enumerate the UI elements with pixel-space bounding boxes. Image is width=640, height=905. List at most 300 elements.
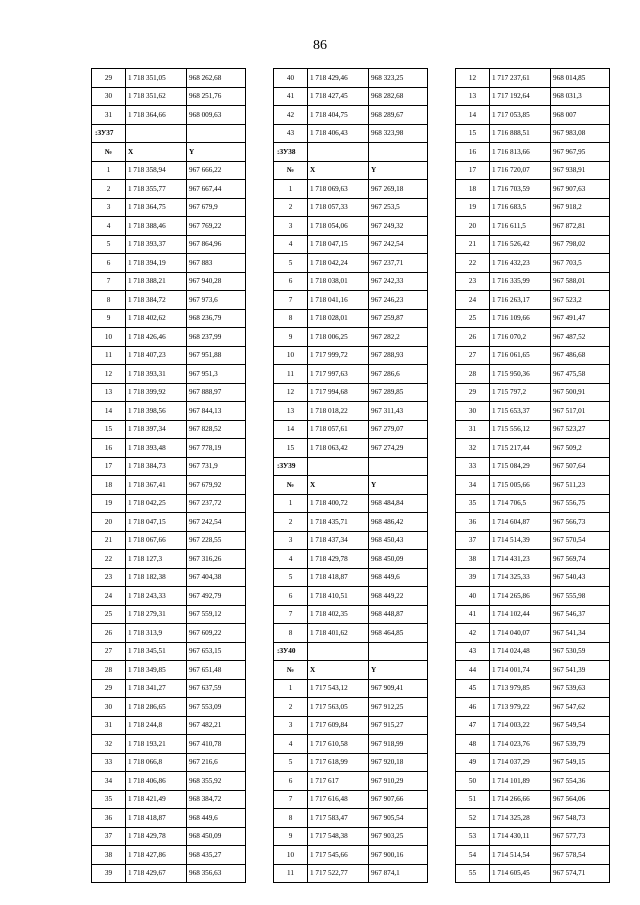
table-row	[274, 494, 428, 513]
y-coordinate-cell: 967 920,18	[369, 753, 428, 772]
header-y: Y	[369, 161, 428, 180]
y-coordinate-cell: 968 323,25	[369, 69, 428, 88]
point-number-cell: 2	[274, 198, 308, 217]
y-coordinate-cell: 967 679,92	[187, 476, 246, 495]
y-coordinate-cell: 967 279,07	[369, 420, 428, 439]
header-row	[274, 476, 428, 495]
y-coordinate-cell: 968 282,68	[369, 87, 428, 106]
x-coordinate-cell: 1 714 514,39	[490, 531, 551, 550]
table-row	[456, 513, 610, 532]
point-number-cell: 42	[456, 624, 490, 643]
point-number-cell: 43	[456, 642, 490, 661]
y-coordinate-cell: 967 918,2	[551, 198, 610, 217]
x-coordinate-cell: 1 714 001,74	[490, 661, 551, 680]
x-coordinate-cell: 1 718 367,41	[126, 476, 187, 495]
x-coordinate-cell: 1 718 042,24	[308, 254, 369, 273]
x-coordinate-cell: 1 717 563,05	[308, 698, 369, 717]
point-number-cell: 34	[92, 772, 126, 791]
x-coordinate-cell: 1 718 402,62	[126, 309, 187, 328]
x-coordinate-cell: 1 718 345,51	[126, 642, 187, 661]
table-row	[92, 217, 246, 236]
y-coordinate-cell: 967 540,43	[551, 568, 610, 587]
point-number-cell: 45	[456, 679, 490, 698]
x-coordinate-cell: 1 714 430,11	[490, 827, 551, 846]
section-row	[274, 457, 428, 476]
point-number-cell: 3	[274, 531, 308, 550]
table-row	[92, 864, 246, 883]
point-number-cell: 51	[456, 790, 490, 809]
x-coordinate-cell: 1 718 364,75	[126, 198, 187, 217]
y-coordinate-cell: 967 983,08	[551, 124, 610, 143]
x-coordinate-cell: 1 718 182,38	[126, 568, 187, 587]
point-number-cell: 11	[92, 346, 126, 365]
x-coordinate-cell: 1 713 979,85	[490, 679, 551, 698]
x-coordinate-cell: 1 717 610,58	[308, 735, 369, 754]
x-coordinate-cell: 1 716 611,5	[490, 217, 551, 236]
y-coordinate-cell: 967 769,22	[187, 217, 246, 236]
table-row	[92, 550, 246, 569]
point-number-cell: 17	[456, 161, 490, 180]
point-number-cell: 18	[456, 180, 490, 199]
x-coordinate-cell: 1 718 047,15	[308, 235, 369, 254]
table-row	[456, 716, 610, 735]
table-row	[456, 550, 610, 569]
x-coordinate-cell: 1 718 349,85	[126, 661, 187, 680]
y-coordinate-cell: 967 912,25	[369, 698, 428, 717]
table-row	[456, 624, 610, 643]
y-coordinate-cell: 967 242,54	[187, 513, 246, 532]
x-coordinate-cell: 1 714 706,5	[490, 494, 551, 513]
y-coordinate-cell: 967 967,95	[551, 143, 610, 162]
point-number-cell: 23	[456, 272, 490, 291]
x-coordinate-cell: 1 718 279,31	[126, 605, 187, 624]
point-number-cell: 12	[456, 69, 490, 88]
y-coordinate-cell: 967 844,13	[187, 402, 246, 421]
table-row	[92, 235, 246, 254]
y-coordinate-cell: 967 539,63	[551, 679, 610, 698]
y-coordinate-cell: 967 559,12	[187, 605, 246, 624]
y-coordinate-cell: 967 651,48	[187, 661, 246, 680]
x-coordinate-cell: 1 718 401,62	[308, 624, 369, 643]
x-coordinate-cell: 1 715 217,44	[490, 439, 551, 458]
header-number: №	[274, 476, 308, 495]
y-coordinate-cell: 968 007	[551, 106, 610, 125]
table-row	[456, 106, 610, 125]
x-coordinate-cell: 1 718 364,66	[126, 106, 187, 125]
y-coordinate-cell: 968 323,98	[369, 124, 428, 143]
y-coordinate-cell: 967 798,02	[551, 235, 610, 254]
x-coordinate-cell: 1 717 997,63	[308, 365, 369, 384]
y-coordinate-cell: 967 486,68	[551, 346, 610, 365]
table-row	[456, 328, 610, 347]
point-number-cell: 5	[274, 753, 308, 772]
table-row	[274, 383, 428, 402]
point-number-cell: 19	[92, 494, 126, 513]
point-number-cell: 8	[274, 624, 308, 643]
x-coordinate-cell: 1 718 393,48	[126, 439, 187, 458]
y-coordinate-cell: 967 566,73	[551, 513, 610, 532]
header-x: X	[308, 476, 369, 495]
coordinates-table-left	[91, 68, 246, 883]
x-coordinate-cell: 1 717 618,99	[308, 753, 369, 772]
x-coordinate-cell: 1 718 243,33	[126, 587, 187, 606]
point-number-cell: 28	[92, 661, 126, 680]
y-coordinate-cell: 968 449,6	[187, 809, 246, 828]
point-number-cell: 29	[92, 679, 126, 698]
table-row	[274, 69, 428, 88]
table-row	[92, 346, 246, 365]
x-coordinate-cell: 1 718 351,05	[126, 69, 187, 88]
table-row	[92, 661, 246, 680]
y-coordinate-cell: 967 938,91	[551, 161, 610, 180]
x-coordinate-cell: 1 714 037,29	[490, 753, 551, 772]
table-row	[274, 753, 428, 772]
table-row	[92, 827, 246, 846]
point-number-cell: 11	[274, 864, 308, 883]
x-coordinate-cell: 1 716 526,42	[490, 235, 551, 254]
point-number-cell: 4	[274, 735, 308, 754]
point-number-cell: 4	[274, 235, 308, 254]
table-row	[274, 254, 428, 273]
x-coordinate-cell: 1 718 418,87	[126, 809, 187, 828]
table-row	[274, 180, 428, 199]
x-coordinate-cell: 1 714 325,28	[490, 809, 551, 828]
y-coordinate-cell: 968 356,63	[187, 864, 246, 883]
header-number: №	[274, 661, 308, 680]
y-coordinate-cell: 967 237,72	[187, 494, 246, 513]
x-coordinate-cell: 1 718 384,73	[126, 457, 187, 476]
x-coordinate-cell: 1 716 263,17	[490, 291, 551, 310]
table-row	[92, 679, 246, 698]
y-coordinate-cell: 967 541,39	[551, 661, 610, 680]
x-coordinate-cell: 1 718 006,25	[308, 328, 369, 347]
x-coordinate-cell: 1 714 325,33	[490, 568, 551, 587]
point-number-cell: 11	[274, 365, 308, 384]
y-coordinate-cell: 967 549,15	[551, 753, 610, 772]
x-coordinate-cell: 1 714 265,86	[490, 587, 551, 606]
point-number-cell: 40	[456, 587, 490, 606]
table-row	[456, 846, 610, 865]
point-number-cell: 1	[274, 180, 308, 199]
table-row	[456, 254, 610, 273]
x-coordinate-cell: 1 714 040,07	[490, 624, 551, 643]
y-coordinate-cell: 967 637,59	[187, 679, 246, 698]
y-coordinate-cell: 967 564,06	[551, 790, 610, 809]
table-row	[274, 124, 428, 143]
x-coordinate-cell: 1 718 429,46	[308, 69, 369, 88]
point-number-cell: 24	[92, 587, 126, 606]
table-row	[456, 827, 610, 846]
y-coordinate-cell: 967 555,98	[551, 587, 610, 606]
y-coordinate-cell: 967 666,22	[187, 161, 246, 180]
y-coordinate-cell: 967 242,33	[369, 272, 428, 291]
table-row	[92, 494, 246, 513]
section-label: :ЗУ39	[274, 457, 308, 476]
point-number-cell: 3	[92, 198, 126, 217]
x-coordinate-cell: 1 717 543,12	[308, 679, 369, 698]
point-number-cell: 30	[92, 698, 126, 717]
table-row	[274, 420, 428, 439]
table-row	[456, 809, 610, 828]
point-number-cell: 19	[456, 198, 490, 217]
y-coordinate-cell: 967 511,23	[551, 476, 610, 495]
y-coordinate-cell: 967 872,81	[551, 217, 610, 236]
y-coordinate-cell: 968 009,63	[187, 106, 246, 125]
y-coordinate-cell: 968 014,85	[551, 69, 610, 88]
point-number-cell: 4	[274, 550, 308, 569]
y-coordinate-cell: 968 484,84	[369, 494, 428, 513]
y-coordinate-cell: 968 449,22	[369, 587, 428, 606]
table-row	[274, 365, 428, 384]
x-coordinate-cell: 1 718 404,75	[308, 106, 369, 125]
point-number-cell: 30	[92, 87, 126, 106]
x-coordinate-cell: 1 716 720,07	[490, 161, 551, 180]
y-coordinate-cell: 967 282,2	[369, 328, 428, 347]
point-number-cell: 5	[274, 568, 308, 587]
x-coordinate-cell: 1 718 057,33	[308, 198, 369, 217]
section-row	[274, 642, 428, 661]
table-row	[456, 402, 610, 421]
y-coordinate-cell: 967 500,91	[551, 383, 610, 402]
x-coordinate-cell: 1 714 431,23	[490, 550, 551, 569]
header-row	[274, 161, 428, 180]
y-coordinate-cell: 967 907,66	[369, 790, 428, 809]
point-number-cell: 33	[92, 753, 126, 772]
x-coordinate-cell: 1 718 313,9	[126, 624, 187, 643]
x-coordinate-cell: 1 718 018,22	[308, 402, 369, 421]
y-coordinate-cell: 967 609,22	[187, 624, 246, 643]
point-number-cell: 41	[274, 87, 308, 106]
x-coordinate-cell: 1 718 038,01	[308, 272, 369, 291]
y-coordinate-cell: 967 517,01	[551, 402, 610, 421]
y-coordinate-cell: 967 523,27	[551, 420, 610, 439]
table-row	[456, 864, 610, 883]
table-row	[274, 513, 428, 532]
table-row	[274, 698, 428, 717]
table-row	[456, 439, 610, 458]
table-row	[92, 69, 246, 88]
y-coordinate-cell: 967 888,97	[187, 383, 246, 402]
page-number: 86	[313, 38, 327, 53]
x-coordinate-cell: 1 716 061,65	[490, 346, 551, 365]
y-coordinate-cell	[369, 642, 428, 661]
point-number-cell: 3	[274, 716, 308, 735]
table-row	[274, 198, 428, 217]
table-row	[92, 309, 246, 328]
table-row	[92, 402, 246, 421]
point-number-cell: 15	[274, 439, 308, 458]
y-coordinate-cell: 967 487,52	[551, 328, 610, 347]
point-number-cell: 15	[92, 420, 126, 439]
point-number-cell: 24	[456, 291, 490, 310]
point-number-cell: 6	[274, 587, 308, 606]
y-coordinate-cell: 967 242,54	[369, 235, 428, 254]
table-row	[274, 587, 428, 606]
x-coordinate-cell: 1 718 047,15	[126, 513, 187, 532]
table-row	[274, 217, 428, 236]
table-row	[456, 457, 610, 476]
y-coordinate-cell: 967 973,6	[187, 291, 246, 310]
section-label: :ЗУ38	[274, 143, 308, 162]
point-number-cell: 39	[456, 568, 490, 587]
table-row	[92, 254, 246, 273]
x-coordinate-cell: 1 717 237,61	[490, 69, 551, 88]
y-coordinate-cell: 967 909,41	[369, 679, 428, 698]
x-coordinate-cell: 1 715 556,12	[490, 420, 551, 439]
point-number-cell: 27	[92, 642, 126, 661]
y-coordinate-cell: 968 237,99	[187, 328, 246, 347]
y-coordinate-cell: 967 569,74	[551, 550, 610, 569]
point-number-cell: 3	[274, 217, 308, 236]
point-number-cell: 36	[92, 809, 126, 828]
x-coordinate-cell: 1 717 192,64	[490, 87, 551, 106]
coordinates-table-right	[455, 68, 610, 883]
y-coordinate-cell: 968 435,27	[187, 846, 246, 865]
x-coordinate-cell: 1 718 427,45	[308, 87, 369, 106]
point-number-cell: 30	[456, 402, 490, 421]
table-row	[274, 531, 428, 550]
x-coordinate-cell: 1 718 384,72	[126, 291, 187, 310]
point-number-cell: 50	[456, 772, 490, 791]
point-number-cell: 6	[274, 272, 308, 291]
x-coordinate-cell: 1 718 066,8	[126, 753, 187, 772]
y-coordinate-cell: 967 703,5	[551, 254, 610, 273]
x-coordinate-cell: 1 717 522,77	[308, 864, 369, 883]
point-number-cell: 27	[456, 346, 490, 365]
point-number-cell: 26	[92, 624, 126, 643]
point-number-cell: 17	[92, 457, 126, 476]
table-row	[92, 772, 246, 791]
point-number-cell: 7	[274, 605, 308, 624]
y-coordinate-cell	[187, 124, 246, 143]
x-coordinate-cell: 1 717 609,84	[308, 716, 369, 735]
y-coordinate-cell: 968 262,68	[187, 69, 246, 88]
point-number-cell: 29	[92, 69, 126, 88]
y-coordinate-cell: 967 667,44	[187, 180, 246, 199]
point-number-cell: 1	[274, 494, 308, 513]
y-coordinate-cell: 967 554,36	[551, 772, 610, 791]
point-number-cell: 38	[92, 846, 126, 865]
table-row	[92, 698, 246, 717]
x-coordinate-cell: 1 717 994,68	[308, 383, 369, 402]
y-coordinate-cell: 967 828,52	[187, 420, 246, 439]
point-number-cell: 53	[456, 827, 490, 846]
y-coordinate-cell: 967 653,15	[187, 642, 246, 661]
point-number-cell: 16	[92, 439, 126, 458]
x-coordinate-cell: 1 718 398,56	[126, 402, 187, 421]
x-coordinate-cell: 1 714 023,76	[490, 735, 551, 754]
point-number-cell: 25	[456, 309, 490, 328]
point-number-cell: 26	[456, 328, 490, 347]
point-number-cell: 9	[92, 309, 126, 328]
x-coordinate-cell: 1 718 429,78	[308, 550, 369, 569]
point-number-cell: 28	[456, 365, 490, 384]
x-coordinate-cell: 1 718 397,34	[126, 420, 187, 439]
table-row	[456, 753, 610, 772]
table-row	[274, 272, 428, 291]
table-row	[274, 291, 428, 310]
x-coordinate-cell: 1 716 109,66	[490, 309, 551, 328]
table-row	[274, 790, 428, 809]
table-row	[456, 772, 610, 791]
point-number-cell: 21	[456, 235, 490, 254]
point-number-cell: 42	[274, 106, 308, 125]
table-row	[274, 809, 428, 828]
table-row	[92, 735, 246, 754]
table-row	[274, 87, 428, 106]
x-coordinate-cell: 1 715 950,36	[490, 365, 551, 384]
point-number-cell: 39	[92, 864, 126, 883]
point-number-cell: 14	[274, 420, 308, 439]
x-coordinate-cell: 1 718 437,34	[308, 531, 369, 550]
table-row	[92, 106, 246, 125]
x-coordinate-cell	[308, 642, 369, 661]
table-row	[456, 180, 610, 199]
x-coordinate-cell: 1 714 514,54	[490, 846, 551, 865]
point-number-cell: 12	[92, 365, 126, 384]
table-row	[92, 642, 246, 661]
x-coordinate-cell: 1 718 418,87	[308, 568, 369, 587]
point-number-cell: 41	[456, 605, 490, 624]
header-row	[274, 661, 428, 680]
y-coordinate-cell: 967 253,5	[369, 198, 428, 217]
y-coordinate-cell	[369, 457, 428, 476]
point-number-cell: 5	[274, 254, 308, 273]
table-row	[274, 328, 428, 347]
table-row	[456, 69, 610, 88]
x-coordinate-cell: 1 718 394,19	[126, 254, 187, 273]
y-coordinate-cell: 967 553,09	[187, 698, 246, 717]
table-row	[274, 772, 428, 791]
point-number-cell: 8	[92, 291, 126, 310]
table-row	[274, 846, 428, 865]
point-number-cell: 46	[456, 698, 490, 717]
point-number-cell: 2	[274, 513, 308, 532]
x-coordinate-cell: 1 717 616,48	[308, 790, 369, 809]
y-coordinate-cell: 967 574,71	[551, 864, 610, 883]
x-coordinate-cell: 1 718 041,16	[308, 291, 369, 310]
table-row	[456, 291, 610, 310]
table-row	[456, 143, 610, 162]
x-coordinate-cell: 1 718 358,94	[126, 161, 187, 180]
header-y: Y	[369, 661, 428, 680]
header-number: №	[274, 161, 308, 180]
point-number-cell: 1	[274, 679, 308, 698]
point-number-cell: 22	[92, 550, 126, 569]
point-number-cell: 22	[456, 254, 490, 273]
point-number-cell: 5	[92, 235, 126, 254]
y-coordinate-cell: 967 475,58	[551, 365, 610, 384]
table-row	[456, 568, 610, 587]
table-row	[92, 272, 246, 291]
point-number-cell: 14	[456, 106, 490, 125]
header-y: Y	[369, 476, 428, 495]
table-row	[274, 735, 428, 754]
x-coordinate-cell: 1 718 355,77	[126, 180, 187, 199]
table-row	[456, 642, 610, 661]
header-x: X	[308, 661, 369, 680]
x-coordinate-cell: 1 714 102,44	[490, 605, 551, 624]
x-coordinate-cell: 1 716 703,59	[490, 180, 551, 199]
point-number-cell: 6	[92, 254, 126, 273]
x-coordinate-cell: 1 718 393,37	[126, 235, 187, 254]
x-coordinate-cell: 1 718 429,67	[126, 864, 187, 883]
y-coordinate-cell: 968 289,67	[369, 106, 428, 125]
x-coordinate-cell: 1 717 053,85	[490, 106, 551, 125]
table-row	[456, 679, 610, 698]
table-row	[274, 679, 428, 698]
y-coordinate-cell: 967 289,85	[369, 383, 428, 402]
